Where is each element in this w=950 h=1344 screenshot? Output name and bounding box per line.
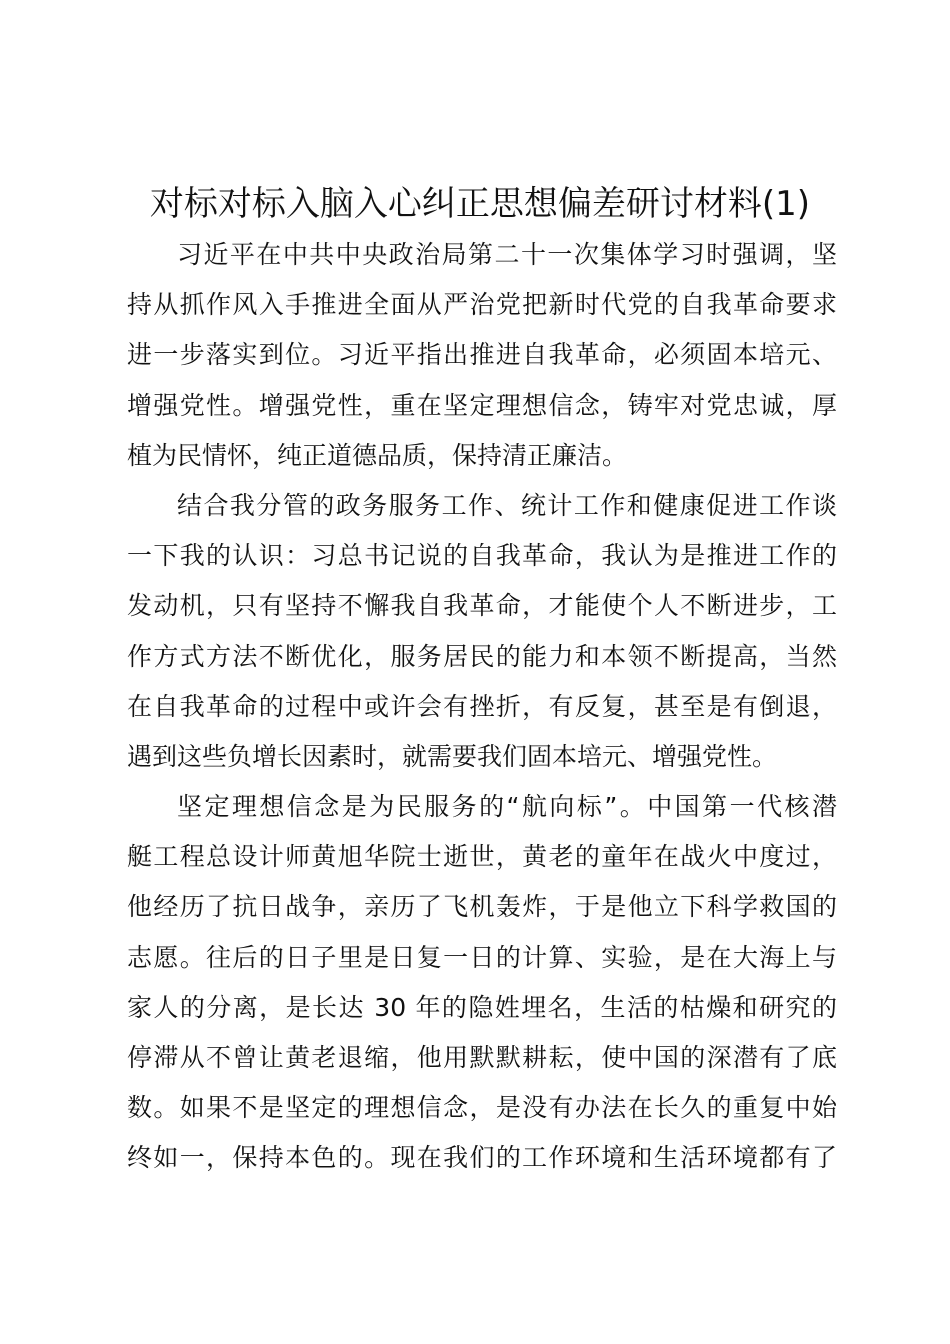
paragraph-line: 坚定理想信念是为民服务的“航向标”。中国第一代核潜 <box>177 792 837 822</box>
paragraph-line: 数。如果不是坚定的理想信念，是没有办法在长久的重复中始 <box>127 1093 837 1123</box>
paragraph-line: 艇工程总设计师黄旭华院士逝世，黄老的童年在战火中度过， <box>127 842 837 872</box>
document-body <box>127 230 837 1184</box>
paragraph-line: 发动机，只有坚持不懈我自我革命，才能使个人不断进步，工 <box>127 591 837 621</box>
paragraph-1 <box>127 230 837 481</box>
paragraph-line: 进一步落实到位。习近平指出推进自我革命，必须固本培元、 <box>127 340 837 370</box>
paragraph-line: 他经历了抗日战争，亲历了飞机轰炸，于是他立下科学救国的 <box>127 892 837 922</box>
paragraph-line: 志愿。往后的日子里是日复一日的计算、实验，是在大海上与 <box>127 942 837 972</box>
paragraph-line: 家人的分离，是长达 30 年的隐姓埋名，生活的枯燥和研究的 <box>127 992 837 1022</box>
paragraph-line: 结合我分管的政务服务工作、统计工作和健康促进工作谈 <box>177 490 837 520</box>
paragraph-line: 停滞从不曾让黄老退缩，他用默默耕耘，使中国的深潜有了底 <box>127 1043 837 1072</box>
paragraph-line: 在自我革命的过程中或许会有挫折，有反复，甚至是有倒退， <box>127 691 837 721</box>
paragraph-line: 增强党性。增强党性，重在坚定理想信念，铸牢对党忠诚，厚 <box>127 390 837 420</box>
paragraph-line: 持从抓作风入手推进全面从严治党把新时代党的自我革命要求 <box>127 290 837 320</box>
paragraph-line: 终如一，保持本色的。现在我们的工作环境和生活环境都有了 <box>127 1143 837 1173</box>
paragraph-3 <box>127 782 837 1184</box>
paragraph-2 <box>127 481 837 782</box>
document-title: 对标对标入脑入心纠正思想偏差研讨材料(1) <box>149 184 811 224</box>
paragraph-line: 遇到这些负增长因素时，就需要我们固本培元、增强党性。 <box>127 741 778 771</box>
paragraph-line: 习近平在中共中央政治局第二十一次集体学习时强调，坚 <box>177 240 837 269</box>
paragraph-line: 一下我的认识：习总书记说的自我革命，我认为是推进工作的 <box>127 541 837 571</box>
paragraph-line: 植为民情怀，纯正道德品质，保持清正廉洁。 <box>127 440 628 470</box>
paragraph-line: 作方式方法不断优化，服务居民的能力和本领不断提高，当然 <box>127 641 837 671</box>
